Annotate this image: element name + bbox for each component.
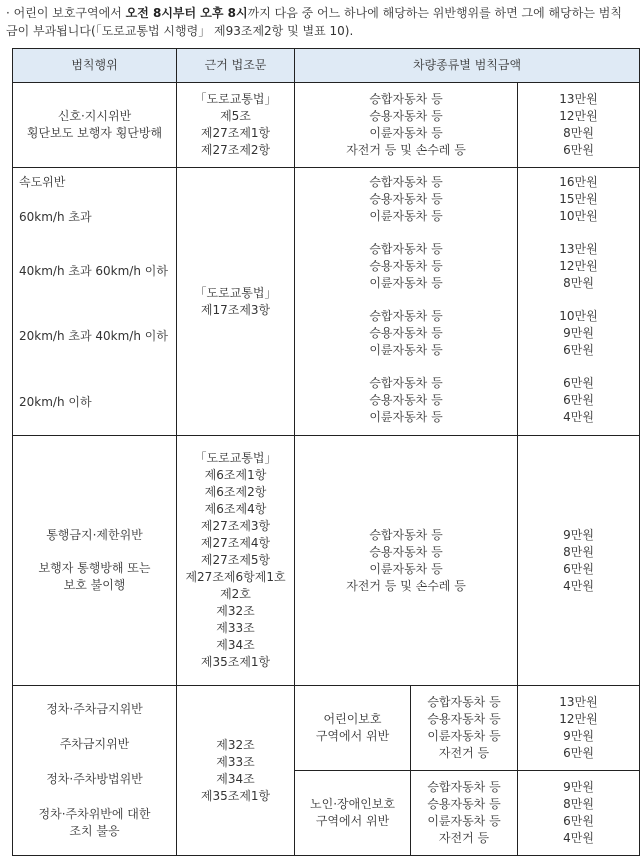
fine-amount: 8만원: [563, 276, 594, 290]
zone-elder-amounts: [518, 771, 640, 856]
fine-amount: 8만원: [563, 126, 594, 140]
passage-law-line: 제27조제4항: [200, 536, 271, 550]
parking-act-line: 주차금지위반: [59, 737, 130, 751]
vehicle-type: 승합자동차 등: [369, 309, 443, 323]
fine-amount: 12만원: [559, 109, 598, 123]
speed-label: 40km/h 초과 60km/h 이하: [19, 264, 168, 278]
intro-bold-time: 오전 8시부터 오후 8시: [125, 6, 248, 20]
signal-act-line: 신호·지시위반: [57, 109, 132, 123]
fine-amount: 6만원: [563, 376, 594, 390]
passage-law-line: 제6조제2항: [204, 485, 267, 499]
speed-act: [13, 168, 177, 436]
fine-amount: 6만원: [563, 343, 594, 357]
vehicle-type: 승용자동차 등: [369, 544, 443, 559]
parking-law-line: 제35조제1항: [200, 788, 271, 803]
parking-act-line: 조치 불응: [69, 824, 120, 838]
passage-law-line: 제34조: [216, 638, 255, 652]
header-row: [13, 49, 640, 83]
row-signal: [13, 83, 640, 168]
fine-amount: 9만원: [563, 527, 594, 542]
vehicle-type: 승합자동차 등: [369, 242, 443, 256]
parking-act-line: 정차·주차금지위반: [46, 702, 143, 716]
fine-amount: 9만원: [563, 729, 594, 743]
signal-amounts: [518, 83, 640, 168]
zone-line: 어린이보호: [323, 712, 382, 726]
header-law: 근거 법조문: [177, 49, 295, 83]
passage-amounts: [518, 436, 640, 686]
fine-amount: 9만원: [563, 780, 594, 794]
zone-line: 구역에서 위반: [315, 729, 390, 743]
signal-law-line: 「도로교통법」: [194, 92, 277, 106]
signal-act: [13, 83, 177, 168]
parking-law-line: 제32조: [216, 737, 255, 752]
row-parking-child: [13, 686, 640, 771]
passage-vehicles: [295, 436, 518, 686]
zone-line: 구역에서 위반: [315, 814, 390, 828]
vehicle-type: 이륜자동차 등: [369, 343, 443, 357]
fine-table: [12, 48, 640, 856]
passage-law-line: 제27조제5항: [200, 553, 271, 567]
zone-elder-vehicles: [411, 771, 518, 856]
vehicle-type: 이륜자동차 등: [427, 814, 501, 828]
zone-elder: [295, 771, 411, 856]
intro-line-1: [6, 4, 639, 22]
fine-amount: 16만원: [559, 175, 598, 189]
speed-label: 20km/h 초과 40km/h 이하: [19, 329, 168, 343]
vehicle-type: 승합자동차 등: [427, 780, 501, 794]
bullet: ·: [6, 6, 10, 20]
vehicle-type: 이륜자동차 등: [369, 410, 443, 424]
signal-law: [177, 83, 295, 168]
vehicle-type: 승용자동차 등: [427, 712, 501, 726]
vehicle-type: 이륜자동차 등: [369, 276, 443, 290]
parking-act-line: 정차·주차방법위반: [46, 772, 143, 786]
passage-law-line: 제6조제4항: [204, 502, 267, 516]
passage-law-line: 제33조: [216, 621, 255, 635]
fine-amount: 12만원: [559, 712, 598, 726]
passage-law-line: 제2호: [220, 587, 251, 601]
zone-child-amounts: [518, 686, 640, 771]
vehicle-type: 승합자동차 등: [369, 527, 443, 542]
fine-amount: 15만원: [559, 192, 598, 206]
intro-text-a: 어린이 보호구역에서: [13, 6, 126, 20]
passage-act: [13, 436, 177, 686]
fine-amount: 10만원: [559, 309, 598, 323]
vehicle-type: 승용자동차 등: [369, 326, 443, 340]
passage-law-line: 제6조제1항: [204, 468, 267, 482]
vehicle-type: 이륜자동차 등: [427, 729, 501, 743]
vehicle-type: 승합자동차 등: [369, 92, 443, 106]
speed-law: [177, 168, 295, 436]
parking-law-line: 제34조: [216, 771, 255, 786]
signal-law-line: 제27조제1항: [200, 126, 271, 140]
vehicle-type: 이륜자동차 등: [369, 126, 443, 140]
header-amount: 차량종류별 범칙금액: [295, 49, 640, 83]
parking-law-line: 제33조: [216, 754, 255, 769]
signal-law-line: 제5조: [220, 109, 251, 123]
parking-act-line: 정차·주차위반에 대한: [38, 807, 151, 821]
passage-act-line: 보호 불이행: [63, 578, 126, 592]
fine-amount: 13만원: [559, 695, 598, 709]
passage-law-line: 제27조제3항: [200, 519, 271, 533]
parking-act: [13, 686, 177, 856]
fine-amount: 6만원: [563, 814, 594, 828]
signal-law-line: 제27조제2항: [200, 143, 271, 157]
fine-amount: 6만원: [563, 561, 594, 576]
intro-text-b: 까지 다음 중 어느 하나에 해당하는 위반행위를 하면 그에 해당하는 범칙: [247, 6, 622, 20]
vehicle-type: 자전거 등: [438, 746, 490, 760]
passage-law-line: 제27조제6항제1호: [185, 570, 286, 584]
passage-act-line: 통행금지·제한위반: [46, 528, 143, 542]
vehicle-type: 승용자동차 등: [369, 259, 443, 273]
zone-child-vehicles: [411, 686, 518, 771]
fine-amount: 13만원: [559, 92, 598, 106]
vehicle-type: 이륜자동차 등: [369, 561, 443, 576]
vehicle-type: 자전거 등 및 손수레 등: [346, 578, 466, 593]
passage-act-line: 보행자 통행방해 또는: [38, 561, 151, 575]
speed-label: 60km/h 초과: [19, 210, 92, 224]
speed-vehicles: [295, 168, 518, 436]
zone-line: 노인·장애인보호: [310, 797, 395, 811]
vehicle-type: 자전거 등 및 손수레 등: [346, 143, 466, 157]
speed-label: 20km/h 이하: [19, 395, 92, 409]
vehicle-type: 자전거 등: [438, 831, 490, 845]
vehicle-type: 승용자동차 등: [369, 109, 443, 123]
fine-amount: 13만원: [559, 242, 598, 256]
intro-line-2: 금이 부과됩니다(「도로교통법 시행령」 제93조제2항 및 별표 10).: [6, 24, 354, 38]
vehicle-type: 승합자동차 등: [369, 376, 443, 390]
parking-law: [177, 686, 295, 856]
zone-child: [295, 686, 411, 771]
vehicle-type: 승합자동차 등: [369, 175, 443, 189]
intro-text: [6, 4, 639, 40]
fine-amount: 6만원: [563, 746, 594, 760]
fine-amount: 8만원: [563, 544, 594, 559]
vehicle-type: 승용자동차 등: [369, 192, 443, 206]
fine-amount: 8만원: [563, 797, 594, 811]
speed-law-line: 「도로교통법」: [194, 285, 277, 300]
vehicle-type: 승합자동차 등: [427, 695, 501, 709]
fine-amount: 10만원: [559, 209, 598, 223]
fine-amount: 12만원: [559, 259, 598, 273]
fine-amount: 4만원: [563, 831, 594, 845]
signal-vehicles: [295, 83, 518, 168]
passage-law: [177, 436, 295, 686]
vehicle-type: 승용자동차 등: [427, 797, 501, 811]
row-speed: [13, 168, 640, 436]
header-act: 범칙행위: [13, 49, 177, 83]
fine-amount: 4만원: [563, 410, 594, 424]
passage-law-line: 「도로교통법」: [194, 451, 277, 465]
signal-act-line: 횡단보도 보행자 횡단방해: [26, 126, 163, 140]
fine-amount: 9만원: [563, 326, 594, 340]
speed-title: 속도위반: [19, 175, 66, 189]
fine-amount: 6만원: [563, 143, 594, 157]
speed-amounts: [518, 168, 640, 436]
fine-amount: 4만원: [563, 578, 594, 593]
speed-law-line: 제17조제3항: [200, 302, 271, 317]
row-passage: [13, 436, 640, 686]
fine-amount: 6만원: [563, 393, 594, 407]
vehicle-type: 승용자동차 등: [369, 393, 443, 407]
passage-law-line: 제32조: [216, 604, 255, 618]
vehicle-type: 이륜자동차 등: [369, 209, 443, 223]
passage-law-line: 제35조제1항: [200, 655, 271, 669]
